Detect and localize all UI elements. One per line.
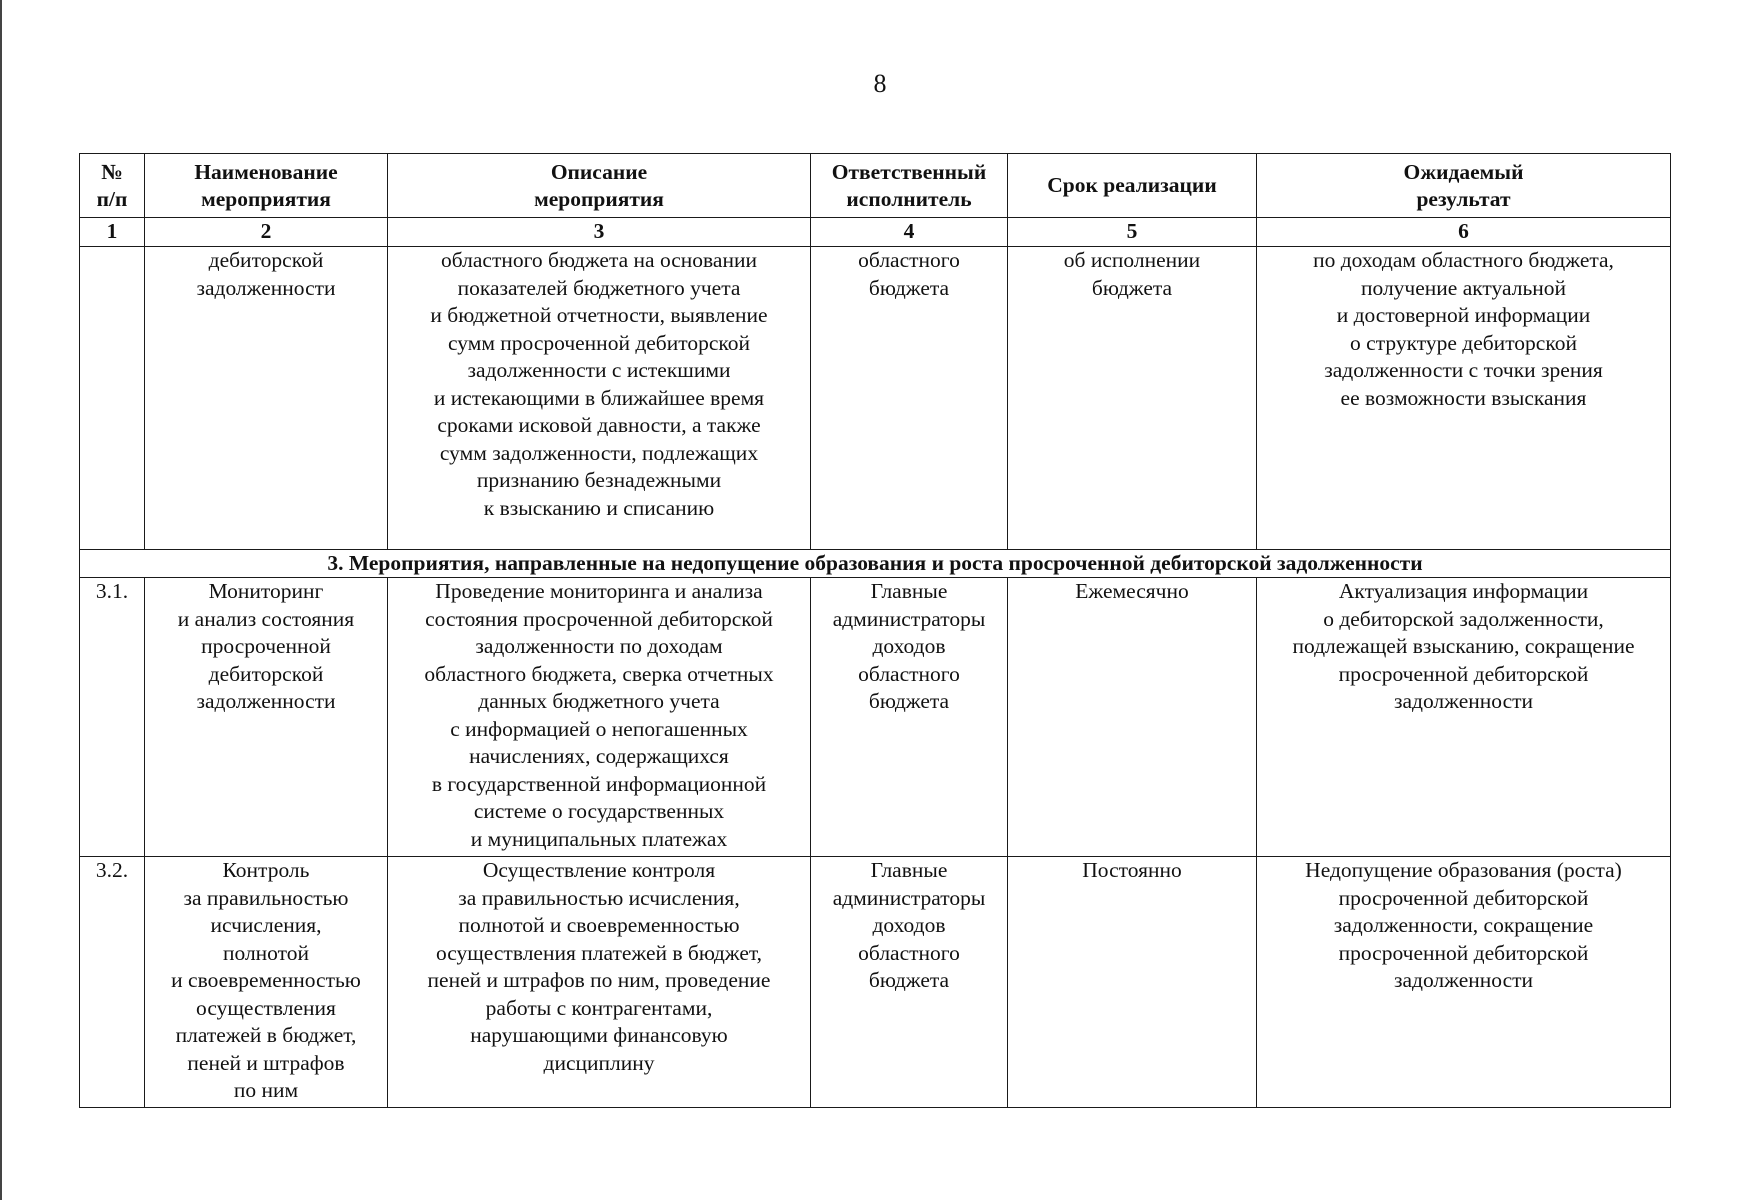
header-executor: Ответственный исполнитель: [811, 154, 1008, 218]
column-number: 2: [145, 218, 388, 247]
row-deadline: Ежемесячно: [1008, 578, 1257, 857]
row-name: Мониторинг и анализ состояния просроченной дебиторской задолженности: [145, 578, 388, 857]
row-name: дебиторской задолженности: [145, 247, 388, 550]
table-header-row: [80, 154, 1671, 218]
scan-edge-line: [0, 0, 2, 1200]
column-number: 4: [811, 218, 1008, 247]
row-deadline: об исполнении бюджета: [1008, 247, 1257, 550]
section-row: [80, 550, 1671, 578]
row-description: Проведение мониторинга и анализа состояния просроченной дебиторской задолженности по доходам областного бюджета, сверка отчетных данных бюджетного учета с информацией о непогашенных начислениях, содержащихся в государственной информационной системе о государственных и муниципальных платежах: [388, 578, 811, 857]
row-result: по доходам областного бюджета, получение актуальной и достоверной информации о структуре дебиторской задолженности с точки зрения ее возможности взыскания: [1257, 247, 1671, 550]
measures-table: [79, 153, 1671, 1108]
row-result: Актуализация информации о дебиторской задолженности, подлежащей взысканию, сокращение просроченной дебиторской задолженности: [1257, 578, 1671, 857]
column-number: 5: [1008, 218, 1257, 247]
row-executor: Главные администраторы доходов областного бюджета: [811, 578, 1008, 857]
row-description: областного бюджета на основании показателей бюджетного учета и бюджетной отчетности, выявление сумм просроченной дебиторской задолженности с истекшими и истекающими в ближайшее время сроками исковой давности, а также сумм задолженности, подлежащих признанию безнадежными к взысканию и списанию: [388, 247, 811, 550]
header-description: Описание мероприятия: [388, 154, 811, 218]
page-number: 8: [873, 69, 887, 98]
row-executor: областного бюджета: [811, 247, 1008, 550]
header-deadline: Срок реализации: [1008, 154, 1257, 218]
header-name: Наименование мероприятия: [145, 154, 388, 218]
column-numbers-row: [80, 218, 1671, 247]
column-number: 3: [388, 218, 811, 247]
row-result: Недопущение образования (роста) просроченной дебиторской задолженности, сокращение просроченной дебиторской задолженности: [1257, 857, 1671, 1108]
row-name: Контроль за правильностью исчисления, полнотой и своевременностью осуществления платежей в бюджет, пеней и штрафов по ним: [145, 857, 388, 1108]
header-result: Ожидаемый результат: [1257, 154, 1671, 218]
table-row: [80, 857, 1671, 1108]
table-row: [80, 578, 1671, 857]
row-number: [80, 247, 145, 550]
section-title: 3. Мероприятия, направленные на недопущение образования и роста просроченной дебиторской задолженности: [80, 550, 1671, 578]
table-row-continued: [80, 247, 1671, 550]
column-number: 1: [80, 218, 145, 247]
row-description: Осуществление контроля за правильностью исчисления, полнотой и своевременностью осуществления платежей в бюджет, пеней и штрафов по ним, проведение работы с контрагентами, нарушающими финансовую дисциплину: [388, 857, 811, 1108]
row-number: 3.2.: [80, 857, 145, 1108]
header-number: № п/п: [80, 154, 145, 218]
row-executor: Главные администраторы доходов областного бюджета: [811, 857, 1008, 1108]
row-number: 3.1.: [80, 578, 145, 857]
row-deadline: Постоянно: [1008, 857, 1257, 1108]
column-number: 6: [1257, 218, 1671, 247]
